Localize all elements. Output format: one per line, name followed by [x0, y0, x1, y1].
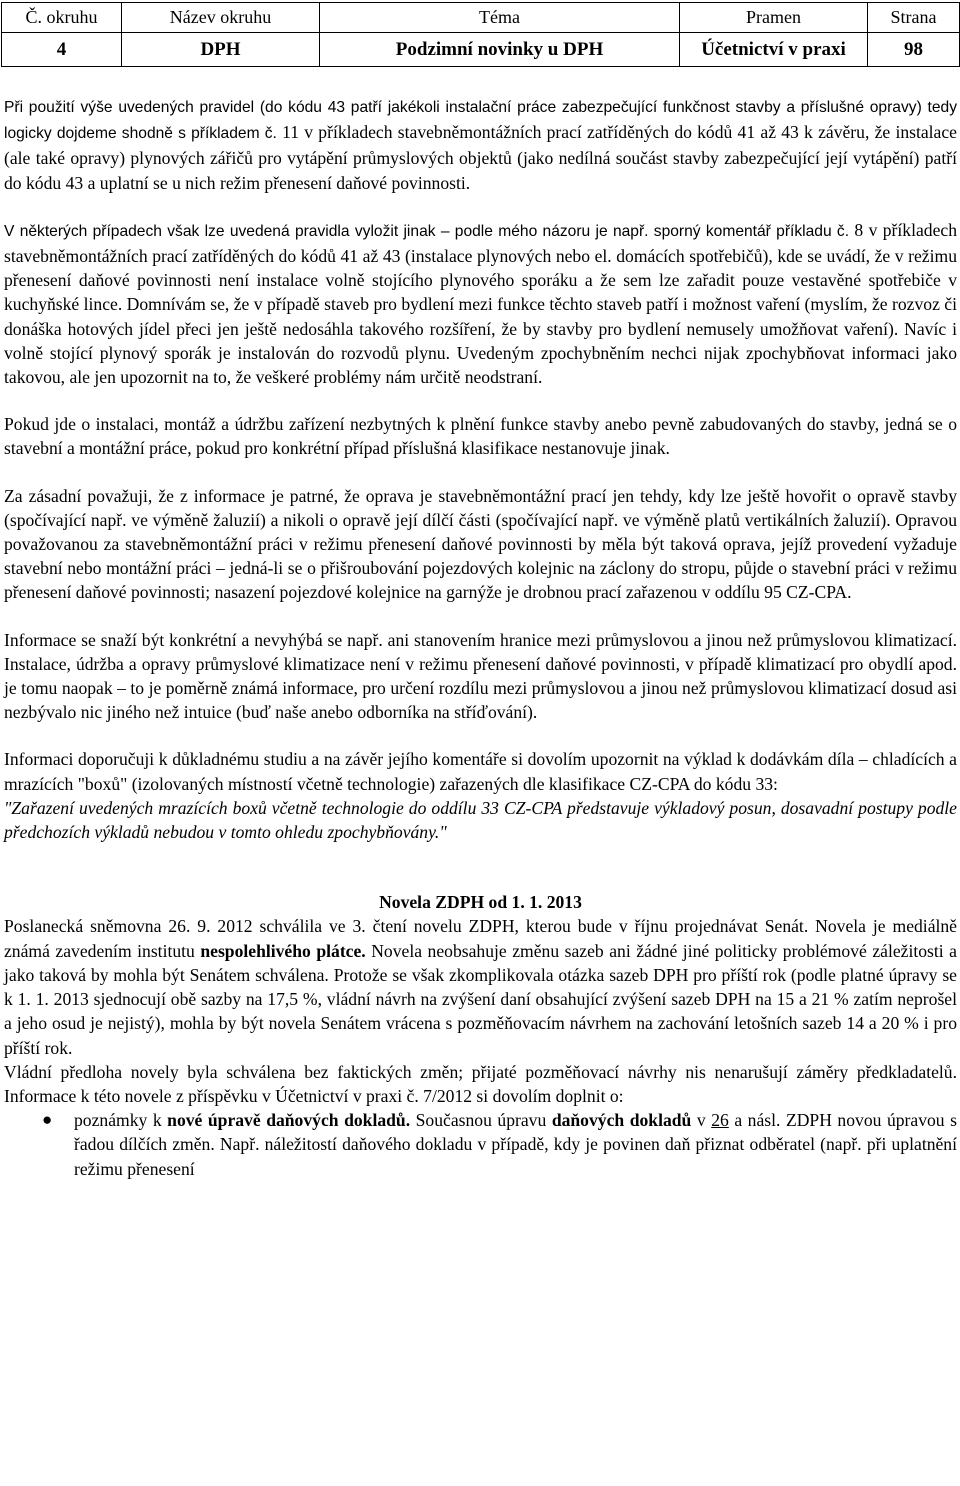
header-label-okruh-name: Název okruhu: [122, 3, 320, 33]
document-header-table: [1, 2, 960, 67]
paragraph-5: Informace se snaží být konkrétní a nevyhýbá se např. ani stanovením hranice mezi průmyslovou a jinou než průmyslovou klimatizací. Instalace, údržba a opravy průmyslové klimatizace není v režimu přenesení daňové povinnosti, v případě klimatizací pro obydlí apod. je tomu naopak – to je poměrně známá informace, pro určení rozdílu mezi průmyslovou a jinou než průmyslovou klimatizací dosud asi nezbývalo nic jiného než intuice (buď naše anebo odborníka na stříďování).: [4, 629, 957, 723]
bullet-text-bold-1: nové úpravě daňových dokladů.: [167, 1110, 411, 1131]
paragraph-7: [4, 914, 957, 1059]
paragraph-1-rest: 11 v příkladech stavebněmontážních prací zatříděných do kódů 41 až 43 k závěru, že instalace (ale také opravy) plynových zářičů pro vytápění průmyslových objektů (jako nedílná součást stavby zabezpečující její vytápění) patří do kódu 43 a uplatní se u nich režim přenesení daňové povinnosti.: [4, 122, 957, 193]
paragraph-1: [4, 94, 957, 195]
header-label-source: Pramen: [680, 3, 868, 33]
paragraph-1-sans: Při použití výše uvedených pravidel (do kódu 43 patří jakékoli instalační práce zabezpečující funkčnost stavby a příslušné opravy) tedy logicky dojdeme shodně s příkladem č.: [4, 99, 957, 143]
header-value-source: Účetnictví v praxi: [680, 33, 868, 67]
bullet-text-g: a násl. ZDPH novou úpravou s řadou dílčích změn. Např. náležitostí daňového dokladu v případě, kdy je povinen daň přiznat odběratel (např. při uplatnění režimu přenesení: [74, 1110, 957, 1179]
bullet-text-a: poznámky k: [74, 1110, 168, 1131]
paragraph-7-bold: nespolehlivého plátce.: [200, 940, 366, 961]
header-values-row: [2, 33, 960, 67]
bullet-dot-icon: ●: [42, 1110, 53, 1130]
paragraph-2-sans: V některých případech však lze uvedená pravidla vyložit jinak – podle mého názoru je např. sporný komentář příkladu č.: [4, 222, 850, 240]
paragraph-7-start: Poslanecká sněmovna 26. 9. 2012 schválila ve 3. čtení novelu ZDPH, kterou bude v říjnu projednávat Senát. Novela je mediálně známá zavedením institutu: [4, 916, 957, 961]
paragraph-6-quote: "Zařazení uvedených mrazících boxů včetně technologie do oddílu 33 CZ-CPA představuje výkladový posun, dosavadní postupy podle předchozích výkladů nebudou v tomto ohledu zpochybňovány.": [4, 797, 957, 843]
paragraph-7-rest: Novela neobsahuje změnu sazeb ani žádné jiné politicky problémové záležitosti a jako taková by mohla být Senátem schválena. Protože se však zkomplikovala otázka sazeb DPH pro příští rok (podle platné úpravy se k 1. 1. 2013 sjednocují obě sazby na 17,5 %, vládní návrh na zvýšení daní obsahující zvýšení sazeb DPH na 15 a 21 % zatím neprošel a jeho osud je nejistý), mohla by být novela Senátem vrácena s pozměňovacím návrhem na zachování letošních sazeb 14 a 20 % i pro příští rok.: [4, 940, 957, 1058]
paragraph-3: Pokud jde o instalaci, montáž a údržbu zařízení nezbytných k plnění funkce stavby anebo pevně zabudovaných do stavby, jedná se o stavební a montážní práce, pokud pro konkrétní případ příslušná klasifikace nestanovuje jinak.: [4, 414, 957, 459]
bullet-text: [74, 1108, 957, 1181]
bullet-text-e: v: [691, 1110, 712, 1131]
header-labels-row: [2, 3, 960, 33]
paragraph-8: Vládní předloha novely byla schválena bez faktických změn; přijaté pozměňovací návrhy nis nenarušují záměry předkladatelů. Informace k této novele z příspěvku v Účetnictví v praxi č. 7/2012 si dovolím doplnit o:: [4, 1061, 957, 1106]
header-value-topic: Podzimní novinky u DPH: [320, 33, 680, 67]
header-label-page: Strana: [868, 3, 960, 33]
paragraph-4: Za zásadní považuji, že z informace je patrné, že oprava je stavebněmontážní prací jen tehdy, kdy lze ještě hovořit o opravě stavby (spočívající např. ve výměně žaluzií) a nikoli o opravě její dílčí části (spočívající např. ve výměně platů vertikálních žaluzií). Opravou považovanou za stavebněmontážní práci v režimu přenesení daňové povinnosti by měla být taková oprava, jejíž provedení vyžaduje stavební nebo montážní práci – jedná-li se o přišroubování pojezdových kolejnic na záclony do stropu, půjde o stavební práci v režimu přenesení daňové povinnosti; nasazení pojezdové kolejnice na garnýže je drobnou prací zařazenou v oddílu 95 CZ-CPA.: [4, 485, 957, 603]
header-value-okruh-number: 4: [2, 33, 122, 67]
header-value-page: 98: [868, 33, 960, 67]
document-body: [4, 94, 957, 1181]
paragraph-2: [4, 218, 957, 389]
header-label-okruh-number: Č. okruhu: [2, 3, 122, 33]
paragraph-2-rest: 8 v příkladech stavebněmontážních prací zatříděných do kódů 41 až 43 (instalace plynových nebo el. domácích spotřebičů), kde se uvádí, že v režimu přenesení daňové povinnosti není instalace volně stojícího plynového sporáku a že sem lze zařadit pouze vestavěné spotřebiče v kuchyňské lince. Domnívám se, že v případě staveb pro bydlení mezi funkce těchto staveb patří i možnost vaření (myslím, že rozvoz či donáška hotových jídel přeci jen ještě nedosáhla takového rozšíření, že by stavby pro bydlení nemusely umožňovat vaření). Navíc i volně stojící plynový sporák je instalován do rozvodů plynu. Uvedeným zpochybněním nechci nijak zpochybňovat informaci jako takovou, ale jen upozornit na to, že veškeré problémy nám určitě neodstraní.: [4, 219, 957, 388]
bullet-text-bold-2: daňových dokladů: [551, 1110, 692, 1131]
paragraph-6: Informaci doporučuji k důkladnému studiu a na závěr jejího komentáře si dovolím upozornit na výklad k dodávkám díla – chladících a mrazících "boxů" (izolovaných místností včetně technologie) zařazených dle klasifikace CZ-CPA do kódu 33:: [4, 749, 957, 794]
bullet-list: [4, 1108, 957, 1181]
list-item: [42, 1108, 957, 1181]
bullet-text-c: Současnou úpravu: [410, 1110, 552, 1131]
section-title: Novela ZDPH od 1. 1. 2013: [379, 892, 582, 913]
header-label-topic: Téma: [320, 3, 680, 33]
header-value-okruh-name: DPH: [122, 33, 320, 67]
paragraph-link-26[interactable]: 26: [711, 1110, 729, 1131]
